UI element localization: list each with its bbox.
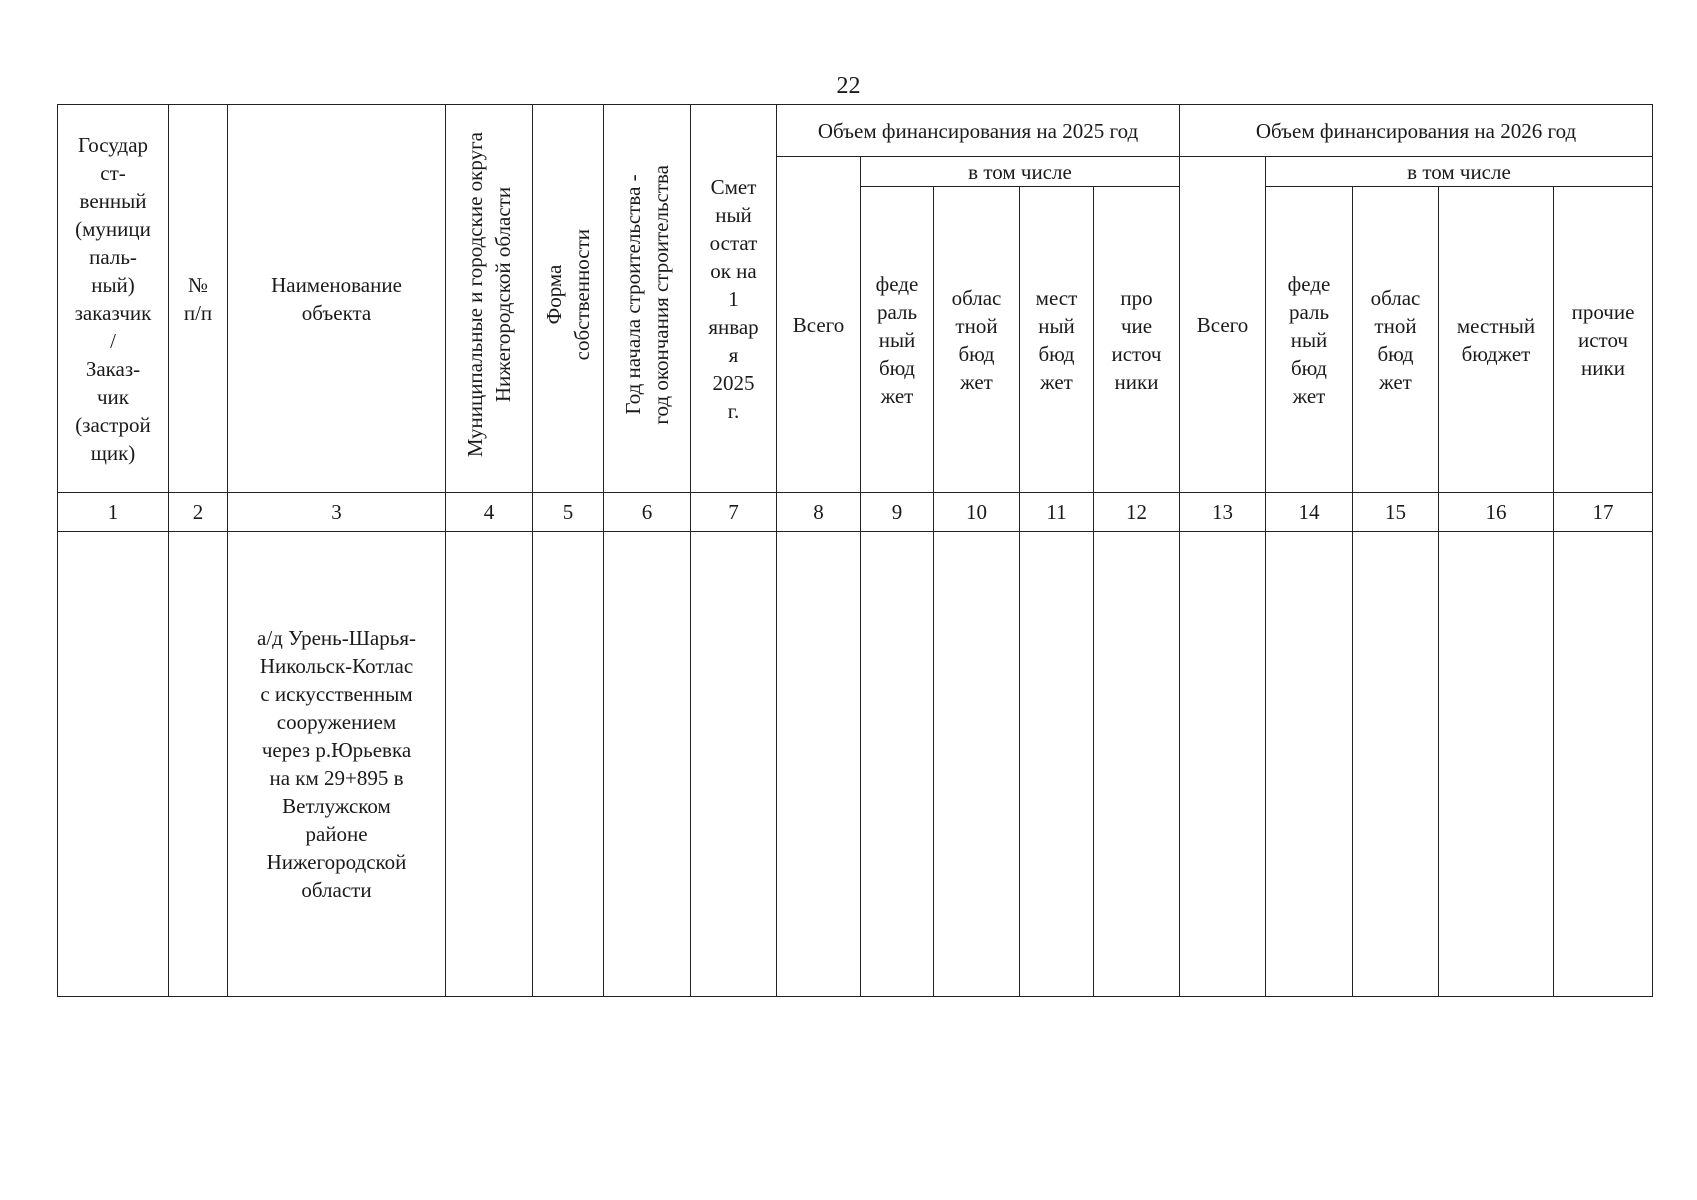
cell-municipal xyxy=(446,532,533,997)
header-fin2025-title: Объем финансирования на 2025 год xyxy=(777,105,1180,157)
column-number: 2 xyxy=(169,493,228,532)
header-municipal: Муниципальные и городские округа Нижегородской области xyxy=(463,132,515,458)
header-customer: Государ ст- венный (муници паль- ный) заказчик / Заказ- чик (застрой щик) xyxy=(58,105,169,493)
cell-fin2025-other xyxy=(1094,532,1180,997)
cell-number xyxy=(169,532,228,997)
header-fin2025-including: в том числе xyxy=(861,157,1180,187)
page-number: 22 xyxy=(836,73,861,99)
header-fin2025-regional: облас тной бюд жет xyxy=(934,187,1020,493)
header-row-1 xyxy=(58,105,1653,157)
header-fin2026-total: Всего xyxy=(1180,157,1266,493)
column-number: 13 xyxy=(1180,493,1266,532)
cell-fin2026-other xyxy=(1554,532,1653,997)
cell-fin2025-total xyxy=(777,532,861,997)
column-number-row xyxy=(58,493,1653,532)
column-number: 3 xyxy=(228,493,446,532)
cell-fin2025-regional xyxy=(934,532,1020,997)
header-number: № п/п xyxy=(169,105,228,493)
header-fin2026-local: местный бюджет xyxy=(1439,187,1554,493)
column-number: 15 xyxy=(1353,493,1439,532)
cell-customer xyxy=(58,532,169,997)
header-fin2025-local: мест ный бюд жет xyxy=(1020,187,1094,493)
header-fin2026-regional: облас тной бюд жет xyxy=(1353,187,1439,493)
header-ownership: Форма собственности xyxy=(542,229,594,361)
cell-fin2026-local xyxy=(1439,532,1554,997)
header-fin2025-total: Всего xyxy=(777,157,861,493)
cell-fin2026-federal xyxy=(1266,532,1353,997)
table-row xyxy=(58,532,1653,997)
financing-table xyxy=(57,104,1653,997)
column-number: 14 xyxy=(1266,493,1353,532)
header-ownership-cell xyxy=(533,105,604,493)
header-fin2026-including: в том числе xyxy=(1266,157,1653,187)
column-number: 1 xyxy=(58,493,169,532)
header-fin2026-title: Объем финансирования на 2026 год xyxy=(1180,105,1653,157)
header-object-name: Наименование объекта xyxy=(228,105,446,493)
header-municipal-cell xyxy=(446,105,533,493)
column-number: 16 xyxy=(1439,493,1554,532)
cell-ownership xyxy=(533,532,604,997)
cell-fin2025-local xyxy=(1020,532,1094,997)
cell-fin2026-total xyxy=(1180,532,1266,997)
column-number: 9 xyxy=(861,493,934,532)
header-fin2025-federal: феде раль ный бюд жет xyxy=(861,187,934,493)
column-number: 5 xyxy=(533,493,604,532)
column-number: 7 xyxy=(691,493,777,532)
header-years-cell xyxy=(604,105,691,493)
column-number: 8 xyxy=(777,493,861,532)
column-number: 12 xyxy=(1094,493,1180,532)
column-number: 6 xyxy=(604,493,691,532)
column-number: 4 xyxy=(446,493,533,532)
header-fin2025-other: про чие источ ники xyxy=(1094,187,1180,493)
header-fin2026-other: прочие источ ники xyxy=(1554,187,1653,493)
cell-fin2026-regional xyxy=(1353,532,1439,997)
header-years: Год начала строительства - год окончания строительства xyxy=(621,165,673,425)
cell-object-name: а/д Урень-Шарья- Никольск-Котлас с искусственным сооружением через р.Юрьевка на км 29+895 в Ветлужском районе Нижегородской области xyxy=(228,532,446,997)
cell-fin2025-federal xyxy=(861,532,934,997)
column-number: 17 xyxy=(1554,493,1653,532)
cell-years xyxy=(604,532,691,997)
column-number: 10 xyxy=(934,493,1020,532)
header-estimate: Смет ный остат ок на 1 январ я 2025 г. xyxy=(691,105,777,493)
cell-estimate xyxy=(691,532,777,997)
header-fin2026-federal: феде раль ный бюд жет xyxy=(1266,187,1353,493)
column-number: 11 xyxy=(1020,493,1094,532)
